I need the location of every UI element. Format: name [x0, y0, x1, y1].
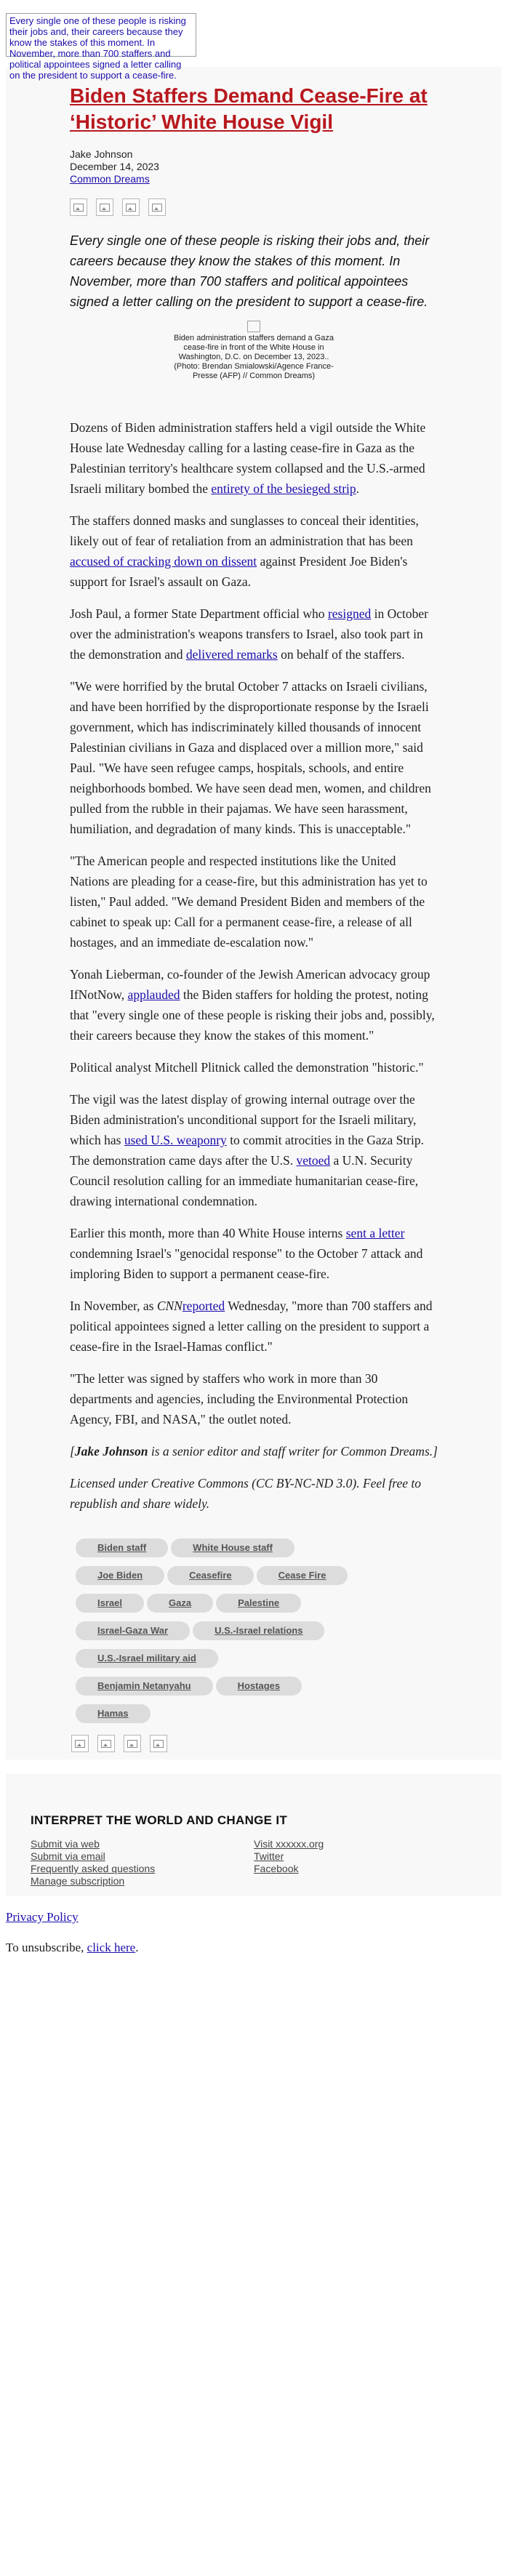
share-icon[interactable]: [70, 198, 87, 216]
share-row-bottom: [70, 1735, 438, 1752]
tag[interactable]: U.S.-Israel relations: [193, 1621, 324, 1640]
footer-link[interactable]: Twitter: [254, 1850, 284, 1862]
inline-link[interactable]: applauded: [127, 987, 180, 1002]
inline-link[interactable]: used U.S. weaponry: [124, 1133, 227, 1147]
footer-link[interactable]: Submit via web: [31, 1838, 100, 1850]
paragraph: Josh Paul, a former State Department official who resigned in October over the administration's weapons transfers to Israel, also took part in the demonstration and delivered remarks on behalf of the staffers.: [70, 606, 428, 662]
author: Jake Johnson: [70, 148, 133, 160]
tag[interactable]: Biden staff: [76, 1538, 168, 1557]
inline-link[interactable]: vetoed: [296, 1153, 331, 1168]
paragraph: "We were horrified by the brutal October 7 attacks on Israeli civilians, and have been horrified by the disproportionate response by the Israeli government, which has indiscriminately killed thousands of innocent Palestinian civilians in Gaza and displaced over a million more," said Paul. "We have seen refugee camps, hospitals, schools, and entire neighborhoods bombed. We have seen dead men, women, and children pulled from the rubble in their pajamas. We have seen harassment, humiliation, and degradation of many kinds. This is unacceptable.": [70, 679, 431, 836]
share-icon[interactable]: [71, 1735, 89, 1752]
license-note: Licensed under Creative Commons (CC BY-NC-ND 3.0). Feel free to republish and share widely.: [70, 1476, 421, 1511]
article-dek: Every single one of these people is risking their jobs and, their careers because they know the stakes of this moment. In November, more than 700 staffers and political appointees signed a letter calling on the president to support a cease-fire.: [70, 233, 430, 309]
footer-title: INTERPRET THE WORLD AND CHANGE IT: [31, 1813, 288, 1827]
byline: [70, 148, 438, 185]
share-icon[interactable]: [148, 198, 166, 216]
bottom-links: [6, 1909, 509, 1956]
share-icon[interactable]: [124, 1735, 141, 1752]
footer-col-left: [31, 1838, 254, 1887]
paragraph: Yonah Lieberman, co-founder of the Jewish American advocacy group IfNotNow, applauded the Biden staffers for holding the protest, noting that "every single one of these people is risking their jobs and, possibly, their careers because they know the stakes of this moment.": [70, 967, 435, 1043]
share-row-top: [70, 198, 438, 216]
share-icon[interactable]: [150, 1735, 167, 1752]
footer-link[interactable]: Facebook: [254, 1863, 299, 1874]
unsubscribe-line: To unsubscribe, click here.: [6, 1941, 139, 1954]
tag[interactable]: Israel: [76, 1594, 144, 1613]
inline-link[interactable]: entirety of the besieged strip: [211, 481, 356, 496]
footer-link[interactable]: Frequently asked questions: [31, 1863, 156, 1874]
tag[interactable]: Israel-Gaza War: [76, 1621, 190, 1640]
tag[interactable]: White House staff: [171, 1538, 294, 1557]
broken-image-icon: [247, 321, 260, 332]
tag[interactable]: Benjamin Netanyahu: [76, 1677, 213, 1696]
paragraph: "The letter was signed by staffers who work in more than 30 departments and agencies, including the Environmental Protection Agency, FBI, and NASA," the outlet noted.: [70, 1371, 409, 1427]
inline-link[interactable]: resigned: [327, 606, 372, 621]
photo-caption: Biden administration staffers demand a Gaza cease-fire in front of the White House in Washington, D.C. on December 13, 2023.. (Photo: Brendan Smialowski/Agence France-Presse (AFP) // Common Dreams): [174, 334, 334, 380]
tag[interactable]: Cease Fire: [257, 1566, 348, 1585]
share-icon[interactable]: [97, 1735, 115, 1752]
source-link[interactable]: Common Dreams: [70, 173, 150, 185]
inline-link[interactable]: reported: [182, 1299, 225, 1313]
tag[interactable]: Palestine: [216, 1594, 301, 1613]
tag[interactable]: U.S.-Israel military aid: [76, 1649, 218, 1668]
privacy-policy-link[interactable]: Privacy Policy: [6, 1910, 79, 1924]
date: December 14, 2023: [70, 161, 159, 172]
tag[interactable]: Ceasefire: [167, 1566, 254, 1585]
tag[interactable]: Hostages: [216, 1677, 302, 1696]
author-bio: [Jake Johnson is a senior editor and staff writer for Common Dreams.]: [70, 1444, 438, 1458]
share-icon[interactable]: [96, 198, 113, 216]
paragraph: Earlier this month, more than 40 White House interns sent a letter condemning Israel's "genocidal response" to the October 7 attack and imploring Biden to support a permanent cease-fire.: [70, 1226, 423, 1281]
article-figure: [70, 321, 438, 381]
tag[interactable]: Joe Biden: [76, 1566, 164, 1585]
article-body: [70, 417, 438, 1514]
paragraph: "The American people and respected institutions like the United Nations are pleading for a cease-fire, but this administration has yet to listen," Paul added. "We demand President Biden and members of the cabinet to speak up: Call for a permanent cease-fire, a release of all hostages, and an immediate de-escalation now.": [70, 854, 428, 950]
paragraph: In November, as CNNreported Wednesday, "more than 700 staffers and political appointees signed a letter calling on the president to support a cease-fire in the Israel-Hamas conflict.": [70, 1299, 433, 1354]
footer-link[interactable]: Submit via email: [31, 1850, 105, 1862]
footer-card: [6, 1774, 502, 1896]
footer-link[interactable]: Visit xxxxxx.org: [254, 1838, 324, 1850]
paragraph: Political analyst Mitchell Plitnick called the demonstration "historic.": [70, 1060, 424, 1075]
paragraph: The staffers donned masks and sunglasses to conceal their identities, likely out of fear of retaliation from an administration that has been accused of cracking down on dissent against President Joe Biden's support for Israel's assault on Gaza.: [70, 513, 419, 589]
top-image-alt[interactable]: Every single one of these people is risking their jobs and, their careers because they know the stakes of this moment. In November, more than 700 staffers and political appointees signed a letter calling on the president to support a cease-fire.: [6, 13, 196, 57]
footer-col-right: [254, 1838, 477, 1887]
unsubscribe-link[interactable]: click here: [87, 1941, 136, 1954]
share-icon[interactable]: [122, 198, 140, 216]
footer-link[interactable]: Manage subscription: [31, 1875, 125, 1887]
tag[interactable]: Gaza: [147, 1594, 213, 1613]
inline-link[interactable]: accused of cracking down on dissent: [70, 554, 257, 569]
article-card: [6, 67, 502, 1760]
inline-link[interactable]: delivered remarks: [185, 647, 278, 662]
outlet-name: CNN: [156, 1299, 183, 1313]
paragraph: Dozens of Biden administration staffers held a vigil outside the White House late Wednesday calling for a lasting cease-fire in Gaza as the Palestinian territory's healthcare system collapsed and the U.S.-armed Israeli military bombed the entirety of the besieged strip.: [70, 420, 426, 496]
tag[interactable]: Hamas: [76, 1704, 151, 1723]
paragraph: The vigil was the latest display of growing internal outrage over the Biden administration's unconditional support for the Israeli military, which has used U.S. weaponry to commit atrocities in the Gaza Strip. The demonstration came days after the U.S. vetoed a U.N. Security Council resolution calling for an immediate humanitarian cease-fire, drawing international condemnation.: [70, 1092, 424, 1208]
article-title[interactable]: Biden Staffers Demand Cease-Fire at ‘Historic’ White House Vigil: [70, 84, 428, 133]
tag-list: [70, 1538, 438, 1732]
footer-links: [31, 1838, 477, 1887]
inline-link[interactable]: sent a letter: [345, 1226, 405, 1240]
